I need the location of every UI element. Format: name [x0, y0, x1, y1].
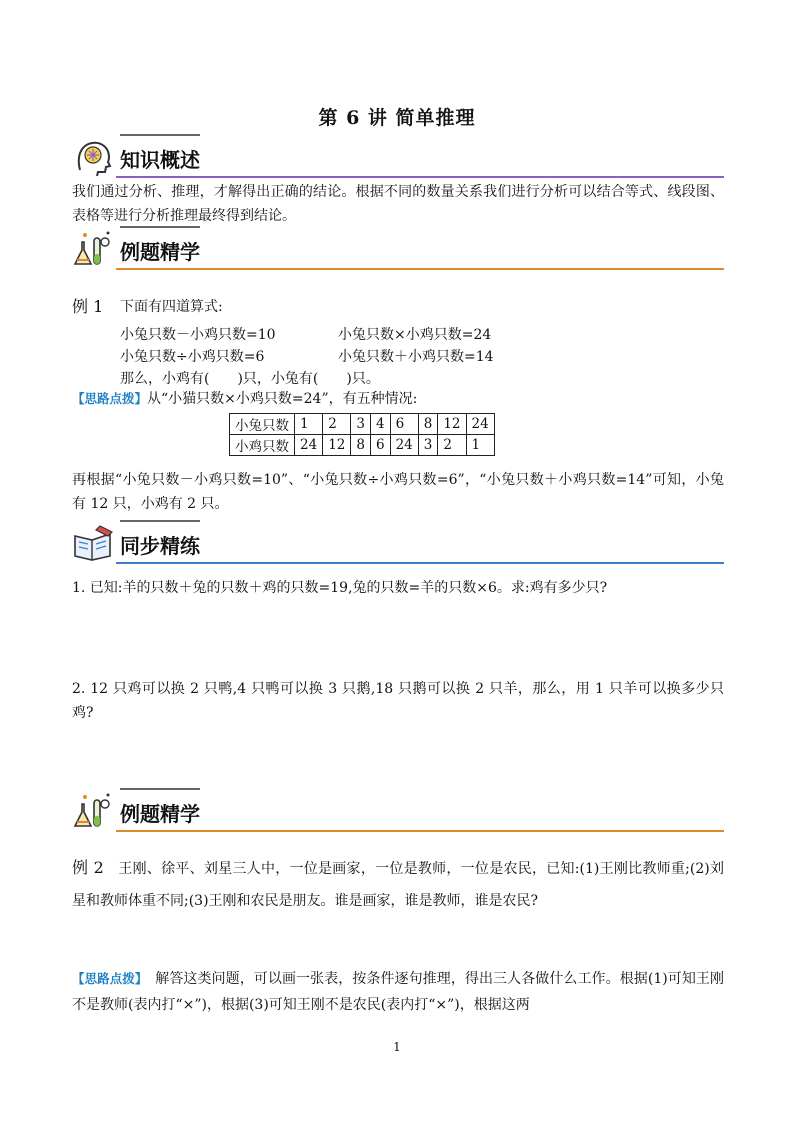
tip-line: [72, 388, 417, 408]
tip-text: 解答这类问题，可以画一张表，按条件逐句推理，得出三人各做什么工作。根据(1)可知王刚不是教师(表内打“×”)，根据(3)可知王刚不是农民(表内打“×”)，根据这两: [72, 971, 724, 1013]
section-title: 同步精练: [120, 534, 200, 558]
table-row: [230, 414, 495, 435]
table-cell: 3: [418, 435, 438, 456]
data-table: [229, 413, 495, 456]
section-header-practice: [72, 520, 724, 564]
tip-label: 【思路点拨】: [72, 391, 148, 406]
example-conclusion: 再根据“小兔只数－小鸡只数=10”、“小兔只数÷小鸡只数=6”，“小兔只数＋小鸡只数=14”可知，小兔有 12 只，小鸡有 2 只。: [72, 472, 724, 512]
section-header-overview: [72, 134, 724, 178]
table-cell: 4: [370, 414, 390, 435]
page-number: 1: [393, 1040, 401, 1054]
table-cell: 12: [323, 435, 351, 456]
table-cell: 12: [438, 414, 466, 435]
data-table-wrapper: [229, 413, 495, 456]
tip-text: 从“小猫只数×小鸡只数=24”，有五种情况:: [147, 391, 418, 407]
table-row-header: 小兔只数: [230, 414, 295, 435]
section-rule: [116, 268, 724, 270]
lab-flask-icon: [72, 790, 114, 832]
example-label: 例 1: [72, 297, 104, 316]
table-cell: 1: [466, 435, 494, 456]
equation: 小兔只数－小鸡只数=10: [120, 327, 276, 343]
table-cell: 24: [466, 414, 494, 435]
table-cell: 2: [438, 435, 466, 456]
example2-block: [72, 852, 724, 917]
example-question: 那么，小鸡有( )只，小兔有( )只。: [120, 371, 380, 387]
section-title: 知识概述: [120, 148, 200, 172]
table-cell: 8: [418, 414, 438, 435]
table-cell: 8: [351, 435, 371, 456]
practice-question: 2. 12 只鸡可以换 2 只鸭,4 只鸭可以换 3 只鹅,18 只鹅可以换 2 只羊，那么，用 1 只羊可以换多少只鸡?: [72, 681, 724, 721]
section-topline: [120, 520, 200, 522]
head-brain-icon: [72, 136, 114, 178]
example-intro: 下面有四道算式:: [120, 299, 223, 315]
table-row: [230, 435, 495, 456]
equation: 小兔只数＋小鸡只数=14: [338, 349, 494, 365]
lab-flask-icon: [72, 228, 114, 270]
section-topline: [120, 788, 200, 790]
table-cell: 24: [295, 435, 323, 456]
book-pencil-icon: [72, 522, 114, 564]
section-rule: [116, 562, 724, 564]
table-row-header: 小鸡只数: [230, 435, 295, 456]
equation: 小兔只数×小鸡只数=24: [338, 327, 492, 343]
section-header-example-b: [72, 788, 724, 832]
section-topline: [120, 134, 200, 136]
section-title: 例题精学: [120, 240, 200, 264]
example2-tip: [72, 966, 724, 1018]
section-title: 例题精学: [120, 802, 200, 826]
tip-label: 【思路点拨】: [72, 971, 142, 986]
section-topline: [120, 226, 200, 228]
example-label: 例 2: [72, 858, 104, 877]
table-cell: 6: [390, 414, 418, 435]
equation: 小兔只数÷小鸡只数=6: [120, 349, 265, 365]
table-cell: 3: [351, 414, 371, 435]
example-text: 王刚、徐平、刘星三人中，一位是画家，一位是教师，一位是农民，已知:(1)王刚比教师重;(2)刘星和教师体重不同;(3)王刚和农民是朋友。谁是画家，谁是教师，谁是农民?: [72, 861, 724, 909]
practice-question: 1. 已知:羊的只数＋兔的只数＋鸡的只数=19,兔的只数=羊的只数×6。求:鸡有多少只?: [72, 580, 608, 596]
table-cell: 2: [323, 414, 351, 435]
section-header-example-a: [72, 226, 724, 270]
section-rule: [116, 176, 724, 178]
table-cell: 1: [295, 414, 323, 435]
page-title: 第 6 讲 简单推理: [318, 107, 476, 129]
section-rule: [116, 830, 724, 832]
overview-text: 我们通过分析、推理，才解得出正确的结论。根据不同的数量关系我们进行分析可以结合等式、线段图、表格等进行分析推理最终得到结论。: [72, 184, 724, 224]
table-cell: 6: [370, 435, 390, 456]
table-cell: 24: [390, 435, 418, 456]
